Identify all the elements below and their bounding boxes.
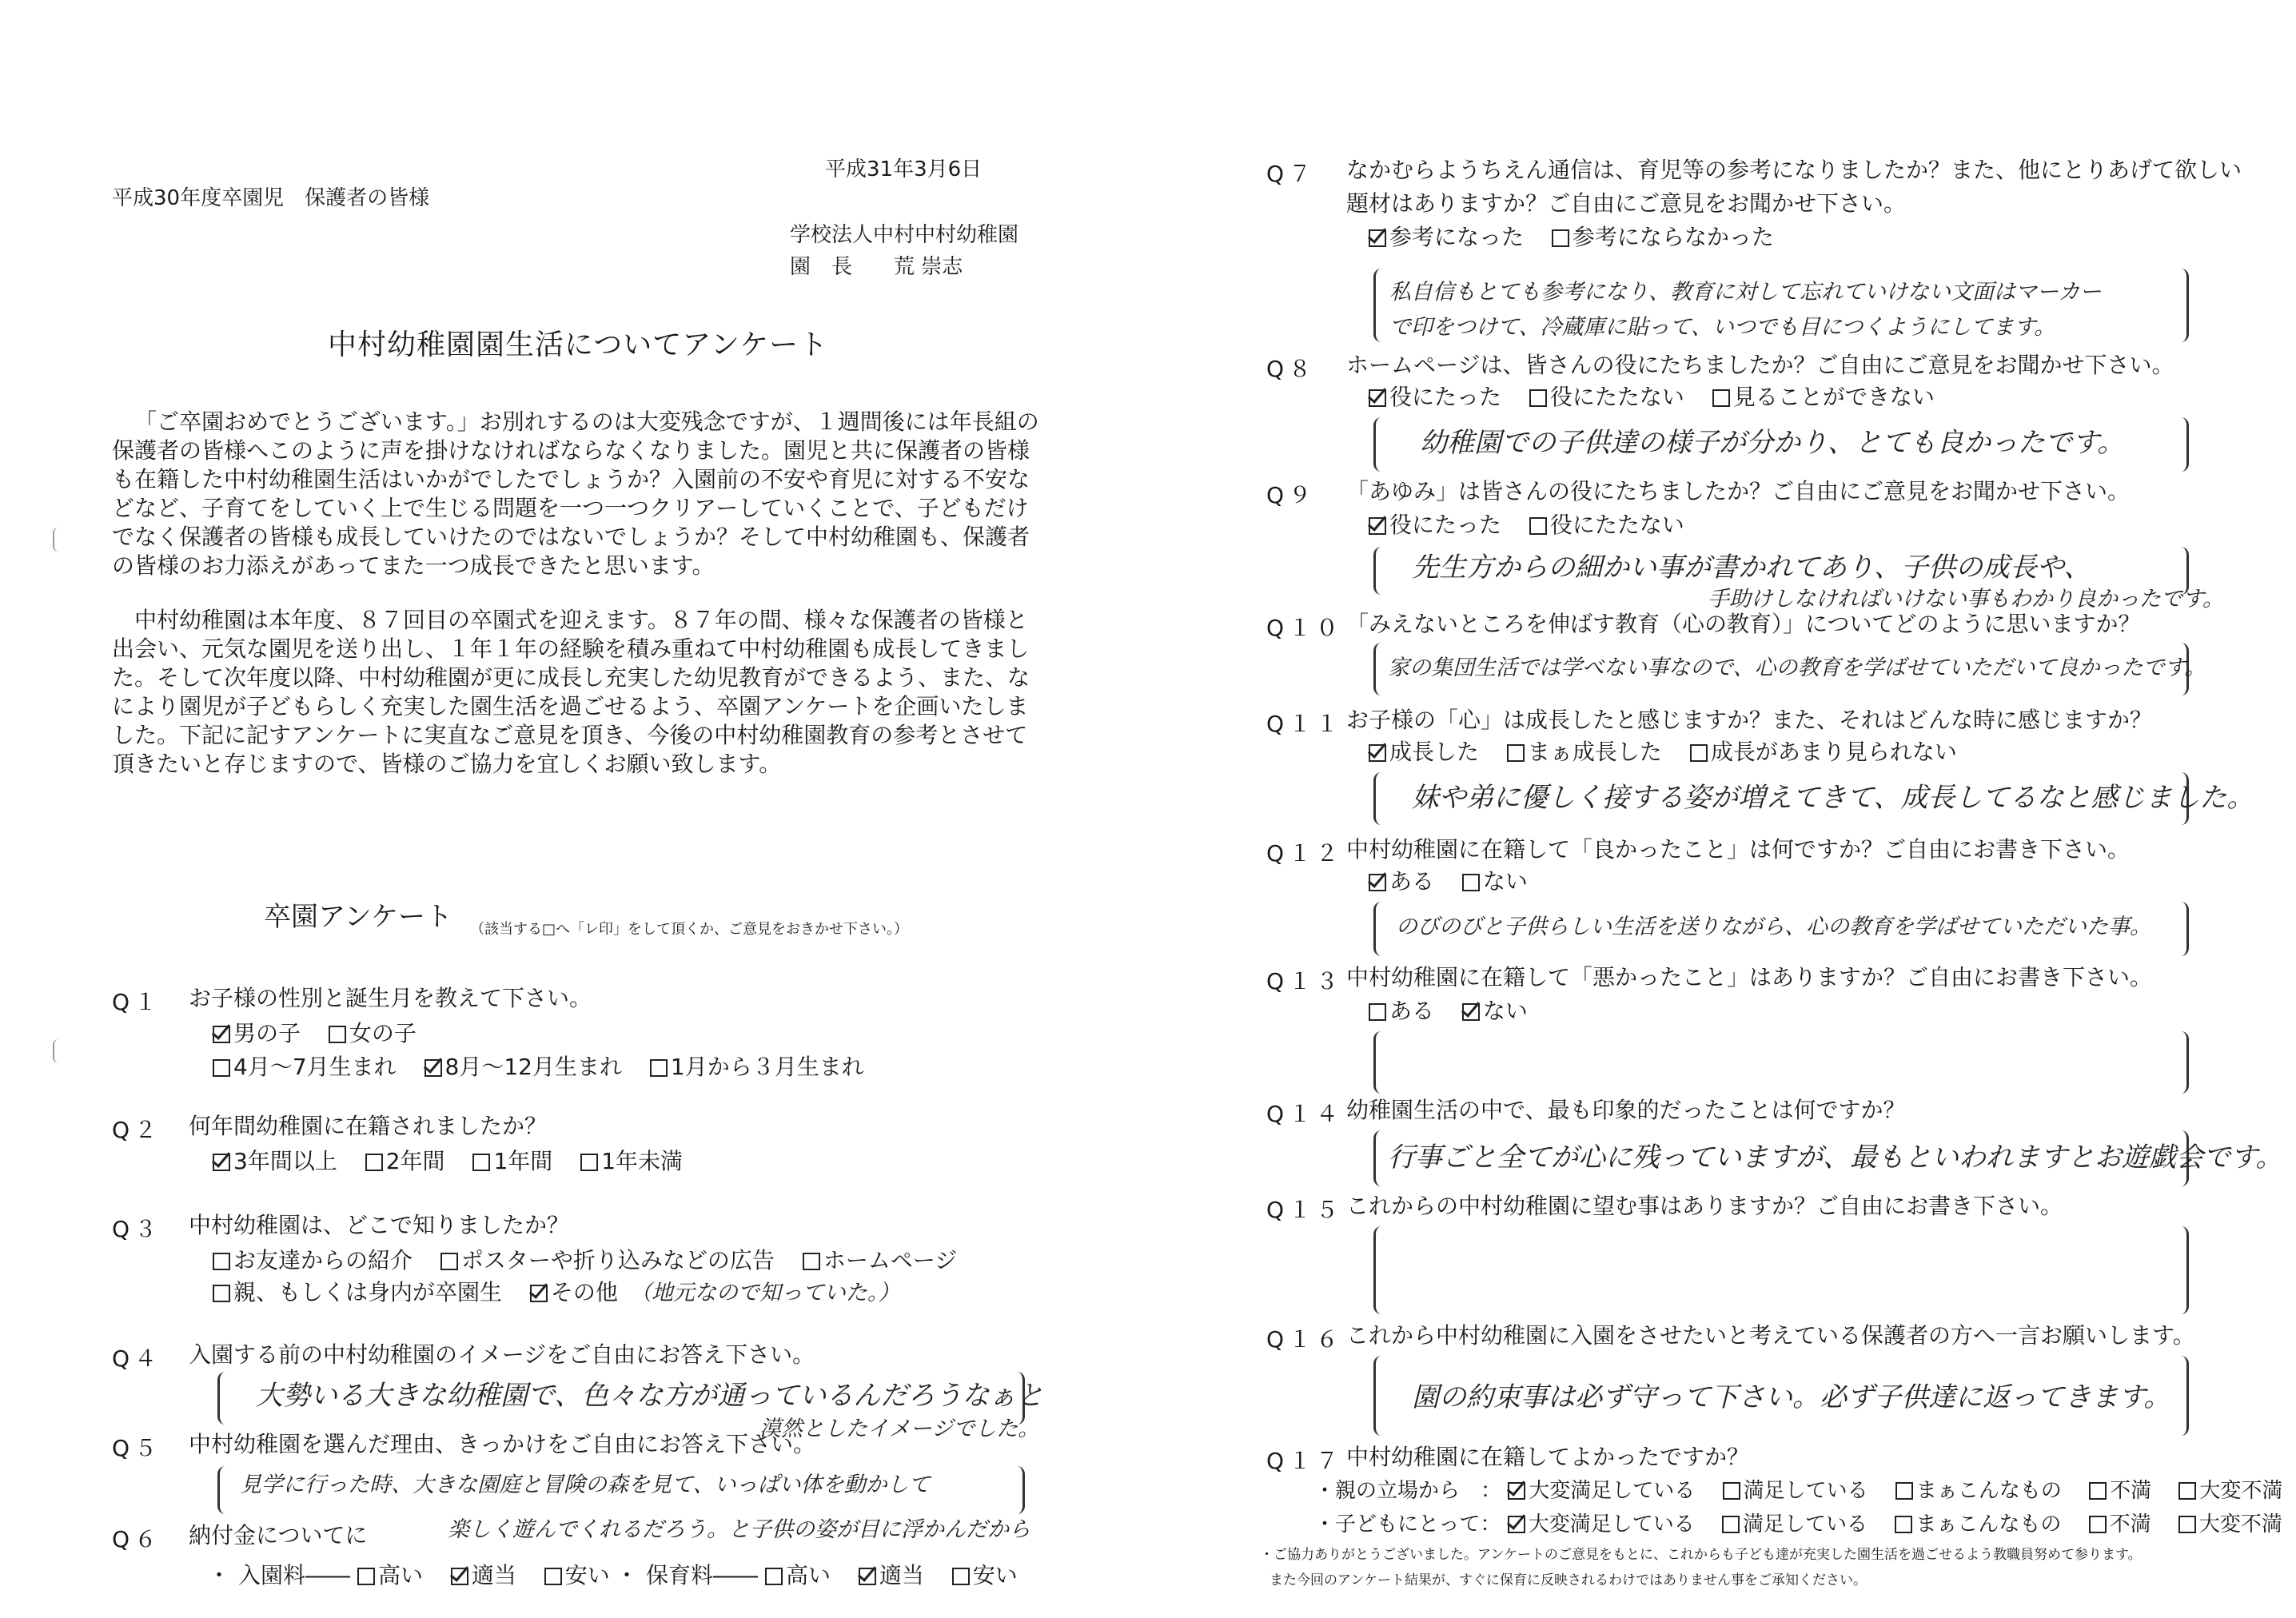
organization-name: 学校法人中村中村幼稚園: [790, 223, 1019, 247]
recipient-heading: 平成30年度卒園児 保護者の皆様: [112, 186, 430, 210]
q17-parent-option[interactable]: 大変不満: [2178, 1477, 2282, 1504]
q14-number: Q１４: [1266, 1101, 1344, 1127]
principal-name: 園 長 荒 崇志: [790, 255, 963, 279]
checkbox-checked[interactable]: [1369, 874, 1386, 891]
q5-number: Q５: [112, 1435, 162, 1461]
q15-question: これからの中村幼稚園に望む事はありますか？ご自由にお書き下さい。: [1346, 1193, 2063, 1219]
q14-handwritten-answer: 行事ごと全てが心に残っていますが、最もといわれますとお遊戯会です。: [1388, 1142, 2283, 1174]
checkbox[interactable]: [1529, 517, 1547, 535]
q3-options-row1: [213, 1247, 978, 1274]
q11-option[interactable]: 成長した: [1369, 739, 1479, 766]
checkbox[interactable]: [650, 1059, 668, 1077]
q17-question: 中村幼稚園に在籍してよかったですか？: [1346, 1444, 1750, 1470]
checkbox[interactable]: [765, 1568, 783, 1585]
checkbox[interactable]: [213, 1285, 230, 1302]
checkbox-checked[interactable]: [213, 1026, 230, 1043]
checkbox[interactable]: [365, 1154, 383, 1171]
q17-parent-option[interactable]: 満足している: [1723, 1477, 1868, 1504]
checkbox[interactable]: [803, 1253, 820, 1270]
q3-option[interactable]: ポスターや折り込みなどの広告: [440, 1247, 775, 1274]
q8-question: ホームページは、皆さんの役にたちましたか？ご自由にご意見をお聞かせ下さい。: [1346, 352, 2174, 378]
q7-options: [1369, 224, 1795, 251]
checkbox[interactable]: [357, 1568, 375, 1585]
q9-handwritten-answer-line2: 手助けしなければいけない事もわかり良かったです。: [1708, 587, 2224, 612]
q6-number: Q６: [112, 1526, 162, 1552]
q4-number: Q４: [112, 1345, 162, 1372]
q10-number: Q１０: [1266, 615, 1344, 641]
q6-tuition-fee-options: ・ 保育料―― 高い 適当 安い: [616, 1562, 1018, 1588]
checkbox-checked[interactable]: [859, 1568, 876, 1585]
bullet: ・: [208, 1562, 231, 1588]
q3-option[interactable]: その他: [530, 1279, 618, 1306]
q3-handwritten-answer: （地元なので知っていた。）: [629, 1281, 900, 1305]
q17-parent-option[interactable]: まぁこんなもの: [1895, 1477, 2062, 1504]
checkbox[interactable]: [213, 1253, 230, 1270]
checkbox[interactable]: [440, 1253, 458, 1270]
q7-question-line1: なかむらようちえん通信は、育児等の参考になりましたか？また、他にとりあげて欲しい: [1346, 157, 2242, 183]
q2-option[interactable]: 1年未満: [580, 1148, 683, 1175]
q17-child-option[interactable]: 大変満足している: [1508, 1511, 1695, 1538]
q2-option[interactable]: 2年間: [365, 1148, 445, 1175]
q2-question: 何年間幼稚園に在籍されましたか？: [189, 1113, 548, 1139]
q2-option[interactable]: 3年間以上: [213, 1148, 337, 1175]
q17-child-option[interactable]: 満足している: [1722, 1511, 1867, 1538]
q5-handwritten-answer-line1: 見学に行った時、大きな園庭と冒険の森を見て、いっぱい体を動かして: [240, 1473, 931, 1497]
q6-fee1-option[interactable]: 適当: [451, 1562, 516, 1589]
q12-question: 中村幼稚園に在籍して「良かったこと」は何ですか？ご自由にお書き下さい。: [1346, 836, 2131, 863]
q16-question: これから中村幼稚園に入園をさせたいと考えている保護者の方へ一言お願いします。: [1346, 1322, 2195, 1349]
q13-number: Q１３: [1266, 968, 1344, 994]
q9-handwritten-answer-line1: 先生方からの細かい事が書かれてあり、子供の成長や、: [1412, 552, 2091, 584]
q12-options: [1369, 868, 1549, 895]
q11-handwritten-answer: 妹や弟に優しく接する姿が増えてきて、成長してるなと感じました。: [1412, 782, 2254, 814]
checkbox-checked[interactable]: [425, 1059, 442, 1077]
footer-note-2: また今回のアンケート結果が、すぐに保育に反映されるわけではありません事をご承知ください。: [1270, 1572, 1867, 1588]
q2-options: [213, 1148, 704, 1175]
q5-question: 中村幼稚園を選んだ理由、きっかけをご自由にお答え下さい。: [189, 1431, 816, 1457]
q4-handwritten-answer-line1: 大勢いる大きな幼稚園で、色々な方が通っているんだろうなぁと: [256, 1380, 1044, 1412]
bullet: ・: [616, 1562, 639, 1588]
q1-question: お子様の性別と誕生月を教えて下さい。: [189, 985, 592, 1011]
q3-options-row2: [213, 1279, 899, 1306]
q15-answer-box[interactable]: [1373, 1226, 2189, 1314]
q2-option[interactable]: 1年間: [472, 1148, 552, 1175]
q3-question: 中村幼稚園は、どこで知りましたか？: [189, 1212, 570, 1238]
q12-option[interactable]: ある: [1369, 868, 1434, 895]
checkbox[interactable]: [1712, 389, 1730, 407]
q1-month-option[interactable]: 8月～12月生まれ: [425, 1054, 622, 1081]
q17-number: Q１７: [1266, 1448, 1344, 1474]
checkbox[interactable]: [1507, 744, 1525, 762]
checkbox[interactable]: [2089, 1482, 2107, 1500]
q7-question-line2: 題材はありますか？ご自由にご意見をお聞かせ下さい。: [1346, 190, 1907, 217]
q8-option[interactable]: 役にたたない: [1529, 384, 1684, 411]
survey-title: 卒園アンケート: [264, 901, 452, 933]
q11-question: お子様の「心」は成長したと感じますか？また、それはどんな時に感じますか？: [1346, 707, 2153, 733]
q13-question: 中村幼稚園に在籍して「悪かったこと」はありますか？ご自由にお書き下さい。: [1346, 964, 2153, 990]
checkbox[interactable]: [2089, 1516, 2107, 1533]
punch-mark: [53, 528, 64, 552]
q13-option[interactable]: ある: [1369, 998, 1434, 1025]
footer-note-1: ・ご協力ありがとうございました。アンケートのご意見をもとに、これからも子ども達が充実した園生活を過ごせるよう教職員努めて参ります。: [1260, 1547, 2142, 1563]
checkbox-checked[interactable]: [1369, 389, 1386, 407]
checkbox-checked[interactable]: [1369, 229, 1386, 247]
q16-number: Q１６: [1266, 1326, 1344, 1353]
q11-options: [1369, 739, 1978, 766]
q6-question: 納付金についてに: [189, 1522, 368, 1548]
q1-gender-option[interactable]: 女の子: [329, 1020, 417, 1047]
q3-option[interactable]: お友達からの紹介: [213, 1247, 413, 1274]
checkbox[interactable]: [2178, 1482, 2196, 1500]
q17-parent-option[interactable]: 大変満足している: [1508, 1477, 1695, 1504]
checkbox-checked[interactable]: [1462, 1003, 1480, 1021]
checkbox[interactable]: [544, 1568, 562, 1585]
q7-option[interactable]: 参考にならなかった: [1552, 224, 1774, 251]
checkbox[interactable]: [1723, 1482, 1740, 1500]
q6-fee2-option[interactable]: 安い: [952, 1562, 1018, 1589]
q17-child-row: ・子どもにとって： 大変満足している 満足している まぁこんなもの 不満 大変不満: [1314, 1512, 2282, 1536]
q11-number: Q１１: [1266, 711, 1344, 737]
checkbox[interactable]: [1895, 1482, 1913, 1500]
q1-gender-option[interactable]: 男の子: [213, 1020, 301, 1047]
q8-number: Q８: [1266, 356, 1317, 382]
q3-number: Q３: [112, 1216, 162, 1242]
checkbox-checked[interactable]: [1369, 517, 1386, 535]
checkbox-checked[interactable]: [1508, 1516, 1525, 1533]
q1-month-options: [213, 1054, 885, 1081]
q12-number: Q１２: [1266, 840, 1344, 867]
checkbox[interactable]: [580, 1154, 598, 1171]
checkbox[interactable]: [952, 1568, 970, 1585]
checkbox[interactable]: [472, 1154, 490, 1171]
punch-mark: [53, 1039, 64, 1063]
intro-paragraph-1: 「ご卒園おめでとうございます。」お別れするのは大変残念ですが、１週間後には年長組の保護者の皆様へこのように声を掛けなければならなくなりました。園児と共に保護者の皆様も在籍した中村幼稚園生活はいかがでしたでしょうか？入園前の不安や育児に対する不安などなど、子育てをしていく上で生じる問題を一つ一つクリアーしていくことで、子どもだけでなく保護者の皆様も成長していけたのではないでしょうか？そして中村幼稚園も、保護者の皆様のお力添えがあってまた一つ成長できたと思います。: [112, 408, 1039, 579]
q7-option[interactable]: 参考になった: [1369, 224, 1524, 251]
q1-month-option[interactable]: 4月～7月生まれ: [213, 1054, 397, 1081]
checkbox[interactable]: [1462, 874, 1480, 891]
q3-option[interactable]: 親、もしくは身内が卒園生: [213, 1279, 502, 1306]
q3-option[interactable]: ホームページ: [803, 1247, 957, 1274]
q12-handwritten-answer: のびのびと子供らしい生活を送りながら、心の教育を学ばせていただいた事。: [1396, 915, 2151, 939]
checkbox[interactable]: [1369, 1003, 1386, 1021]
q7-handwritten-answer-line2: で印をつけて、冷蔵庫に貼って、いつでも目につくようにしてます。: [1389, 315, 2056, 340]
q13-options: [1369, 998, 1549, 1025]
q8-option[interactable]: 役にたった: [1369, 384, 1501, 411]
q10-question: 「みえないところを伸ばす教育（心の教育）」についてどのように思いますか？: [1346, 611, 2141, 637]
checkbox[interactable]: [1722, 1516, 1740, 1533]
checkbox-checked[interactable]: [530, 1285, 548, 1302]
q1-number: Q１: [112, 989, 162, 1015]
q8-options: [1369, 384, 1955, 411]
checkbox[interactable]: [213, 1059, 230, 1077]
q6-fee2-option[interactable]: 適当: [859, 1562, 924, 1589]
survey-instructions: （該当する□へ「レ印」をして頂くか、ご意見をおきかせ下さい。）: [470, 921, 909, 938]
q4-question: 入園する前の中村幼稚園のイメージをご自由にお答え下さい。: [189, 1341, 815, 1368]
q12-option[interactable]: ない: [1462, 868, 1528, 895]
q11-option[interactable]: 成長があまり見られない: [1690, 739, 1957, 766]
q17-child-option[interactable]: 不満: [2089, 1511, 2151, 1538]
q5-handwritten-answer-line2: 楽しく遊んでくれるだろう。と子供の姿が目に浮かんだから: [448, 1517, 1030, 1542]
q11-option[interactable]: まぁ成長した: [1507, 739, 1662, 766]
checkbox[interactable]: [2178, 1516, 2196, 1533]
checkbox-checked[interactable]: [451, 1568, 468, 1585]
q10-handwritten-answer: 家の集団生活では学べない事なので、心の教育を学ばせていただいて良かったです。: [1388, 656, 2206, 680]
q17-child-option[interactable]: 大変不満: [2178, 1511, 2282, 1538]
q9-option[interactable]: 役にたたない: [1529, 512, 1684, 539]
q9-number: Q９: [1266, 482, 1317, 508]
q7-number: Q７: [1266, 161, 1317, 187]
q1-month-option[interactable]: 1月から３月生まれ: [650, 1054, 864, 1081]
q16-handwritten-answer: 園の約束事は必ず守って下さい。必ず子供達に返ってきます。: [1412, 1381, 2171, 1413]
q6-fee2-option[interactable]: 高い: [765, 1562, 831, 1589]
q9-question: 「あゆみ」は皆さんの役にたちましたか？ご自由にご意見をお聞かせ下さい。: [1346, 478, 2131, 504]
checkbox-checked[interactable]: [1508, 1482, 1525, 1500]
checkbox[interactable]: [329, 1026, 346, 1043]
q4-handwritten-answer-line2: 漠然としたイメージでした。: [759, 1417, 1040, 1441]
checkbox[interactable]: [1690, 744, 1708, 762]
q17-parent-option[interactable]: 不満: [2089, 1477, 2151, 1504]
q8-handwritten-answer: 幼稚園での子供達の様子が分かり、とても良かったです。: [1420, 427, 2125, 459]
q15-number: Q１５: [1266, 1197, 1344, 1223]
q1-gender-options: [213, 1020, 437, 1047]
q13-answer-box[interactable]: [1373, 1031, 2189, 1094]
intro-paragraph-2: 中村幼稚園は本年度、８７回目の卒園式を迎えます。８７年の間、様々な保護者の皆様と出会い、元気な園児を送り出し、１年１年の経験を積み重ねて中村幼稚園も成長してきました。そして次年度以降、中村幼稚園が更に成長し充実した幼児教育ができるよう、また、なにより園児が子どもらしく充実した園生活を過ごせるよう、卒園アンケートを企画いたしました。下記に記すアンケートに実直なご意見を頂き、今後の中村幼稚園教育の参考とさせて頂きたいと存じますので、皆様のご協力を宜しくお願い致します。: [112, 607, 1030, 777]
q17-parent-row: ・親の立場から ： 大変満足している 満足している まぁこんなもの 不満 大変不満: [1314, 1479, 2283, 1503]
q17-child-option[interactable]: まぁこんなもの: [1895, 1511, 2061, 1538]
q9-options: [1369, 512, 1705, 539]
document-title: 中村幼稚園園生活についてアンケート: [328, 329, 829, 361]
q13-option[interactable]: ない: [1462, 998, 1528, 1025]
document-date: 平成31年3月6日: [825, 157, 983, 181]
q7-handwritten-answer-line1: 私自信もとても参考になり、教育に対して忘れていけない文面はマーカー: [1389, 280, 2102, 305]
q6-entrance-fee-options: ・ 入園料―― 高い 適当 安い: [208, 1562, 610, 1588]
q8-option[interactable]: 見ることができない: [1712, 384, 1935, 411]
checkbox-checked[interactable]: [213, 1154, 230, 1171]
q14-question: 幼稚園生活の中で、最も印象的だったことは何ですか？: [1346, 1097, 1906, 1123]
q9-option[interactable]: 役にたった: [1369, 512, 1501, 539]
checkbox-checked[interactable]: [1369, 744, 1386, 762]
checkbox[interactable]: [1895, 1516, 1912, 1533]
q6-fee1-option[interactable]: 高い: [357, 1562, 423, 1589]
checkbox[interactable]: [1529, 389, 1547, 407]
q6-fee1-option[interactable]: 安い: [544, 1562, 610, 1589]
right-page: [1148, 0, 2296, 1618]
q2-number: Q２: [112, 1117, 162, 1143]
checkbox[interactable]: [1552, 229, 1569, 247]
